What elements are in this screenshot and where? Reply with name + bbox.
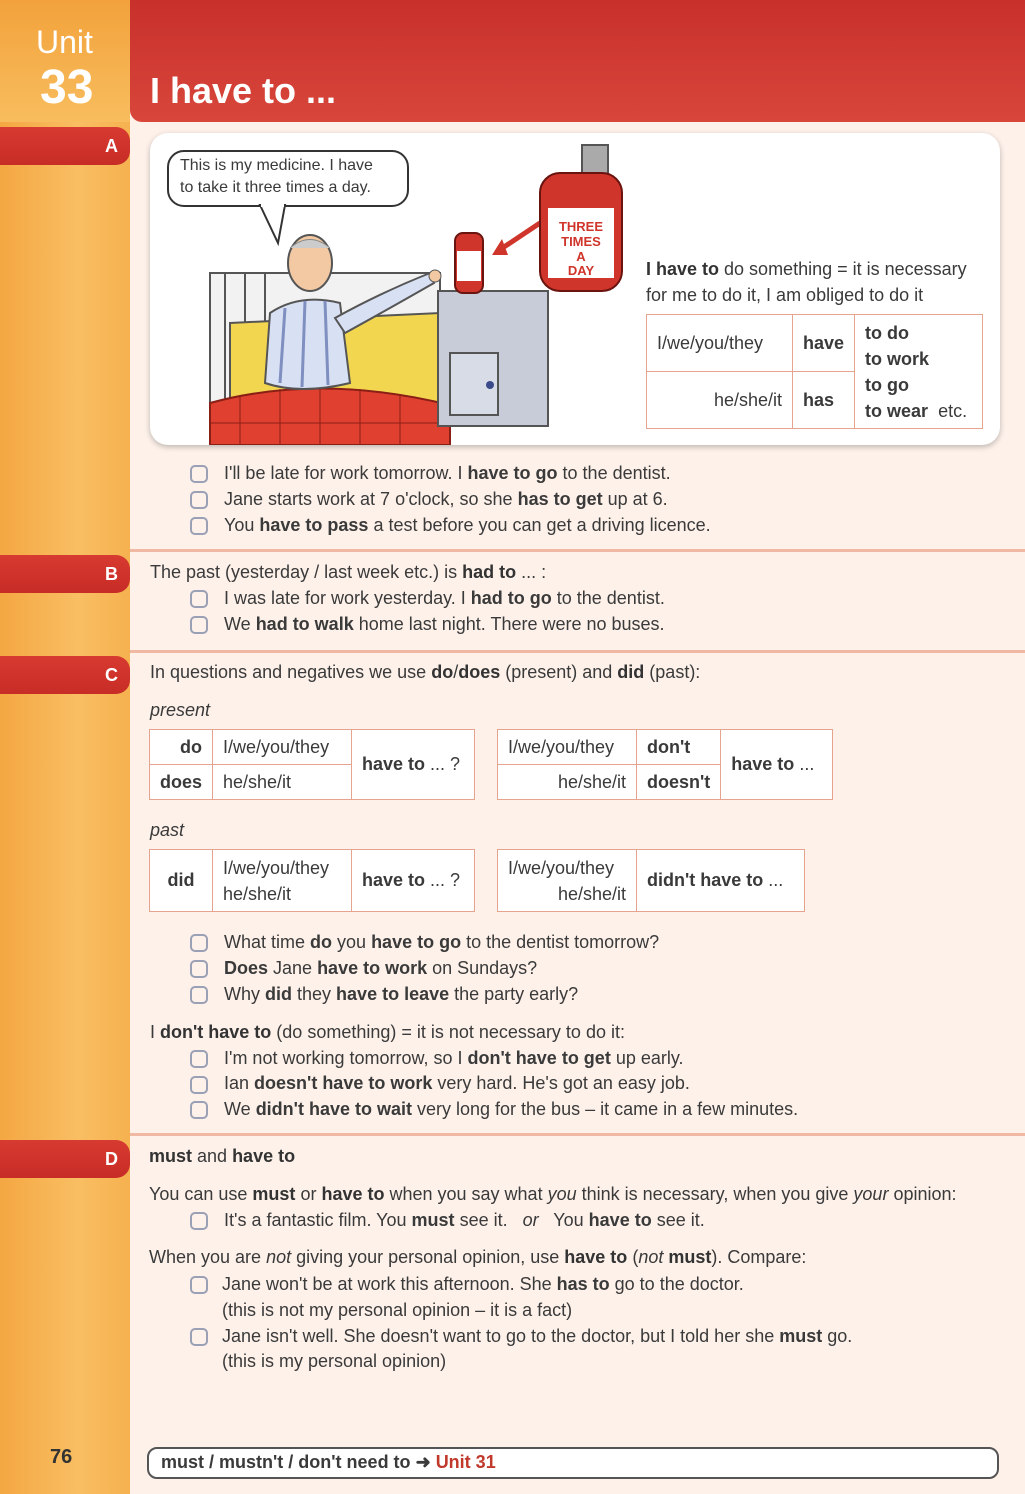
cross-reference-box[interactable] [147, 1447, 999, 1479]
section-divider [130, 549, 1025, 552]
definition-line-2: for me to do it, I am obliged to do it [646, 285, 924, 305]
section-b-intro: The past (yesterday / last week etc.) is had to ... : [150, 562, 547, 582]
section-d-para-2: When you are not giving your personal opinion, use have to (not must). Compare: [149, 1247, 807, 1267]
example-c4: I'm not working tomorrow, so I don't have to get up early. [224, 1048, 684, 1068]
unit-box [0, 0, 130, 122]
section-divider [130, 650, 1025, 653]
example-d1: It's a fantastic film. You must see it. or You have to see it. [224, 1210, 705, 1230]
bullet-icon [190, 1328, 208, 1346]
cell-doesnt: doesn't [637, 765, 721, 800]
cell-have-to-n: have to ... [721, 730, 833, 800]
bullet-icon [190, 1101, 208, 1119]
example-c3: Why did they have to leave the party early? [224, 984, 579, 1004]
infinitive-cell: to do to work to go to wear etc. [855, 315, 983, 429]
cell-have-to-q: have to ... ? [352, 850, 475, 912]
cell-subj-singular: he/she/it [498, 765, 637, 800]
bullet-icon [190, 616, 208, 634]
cell-does: does [150, 765, 213, 800]
bullet-icon [190, 1050, 208, 1068]
section-c-intro: In questions and negatives we use do/does (present) and did (past): [150, 662, 701, 682]
bottle-label-2: TIMES [561, 234, 601, 249]
bottle-label-1: THREE [558, 219, 604, 234]
past-question-table [149, 849, 475, 912]
verb-has: has [793, 372, 855, 429]
have-to-table [646, 314, 983, 429]
definition-line-1: I have to do something = it is necessary [646, 259, 967, 279]
cell-dont: don't [637, 730, 721, 765]
present-negative-table [497, 729, 833, 800]
example-c5: Ian doesn't have to work very hard. He's got an easy job. [224, 1073, 690, 1093]
bottle-label-4: DAY [567, 263, 595, 278]
bottle-label-3: A [576, 249, 586, 264]
cell-subj-plural: I/we/you/they [213, 730, 352, 765]
cell-didnt-have-to: didn't have to ... [637, 850, 805, 912]
page-title: I have to ... [150, 70, 337, 111]
section-tab-a: A [0, 127, 130, 165]
example-a1: I'll be late for work tomorrow. I have to go to the dentist. [224, 463, 671, 483]
section-tab-d: D [0, 1140, 130, 1178]
speech-line-2: to take it three times a day. [180, 179, 371, 196]
cell-subjects: I/we/you/they he/she/it [498, 850, 637, 912]
past-negative-table [497, 849, 805, 912]
bullet-icon [190, 986, 208, 1004]
dont-have-to-intro: I don't have to (do something) = it is not necessary to do it: [150, 1022, 625, 1042]
example-a2: Jane starts work at 7 o'clock, so she has to get up at 6. [224, 489, 668, 509]
verb-have: have [793, 315, 855, 372]
present-label: present [150, 700, 211, 720]
page-number: 76 [50, 1446, 73, 1468]
present-question-table [149, 729, 475, 800]
cell-did: did [150, 850, 213, 912]
bullet-icon [190, 960, 208, 978]
past-label: past [150, 820, 185, 840]
left-sidebar [0, 0, 130, 1494]
speech-line-1: This is my medicine. I have [180, 157, 373, 174]
section-d-para-1: You can use must or have to when you say what you think is necessary, when you give your opinion: [149, 1184, 957, 1204]
bullet-icon [190, 1212, 208, 1230]
cell-have-to-q: have to ... ? [352, 730, 475, 800]
bullet-icon [190, 934, 208, 952]
example-c1: What time do you have to go to the dentist tomorrow? [224, 932, 660, 952]
bullet-icon [190, 1076, 208, 1094]
example-d3: Jane isn't well. She doesn't want to go to the doctor, but I told her she must go. [222, 1326, 853, 1346]
unit-word: Unit [36, 24, 93, 60]
cell-do: do [150, 730, 213, 765]
section-divider [130, 1133, 1025, 1136]
example-c2: Does Jane have to work on Sundays? [224, 958, 538, 978]
example-c6: We didn't have to wait very long for the bus – it came in a few minutes. [224, 1099, 799, 1119]
bullet-icon [190, 590, 208, 608]
example-b2: We had to walk home last night. There were no buses. [224, 614, 665, 634]
section-d-heading: must and have to [149, 1146, 296, 1166]
example-b1: I was late for work yesterday. I had to go to the dentist. [224, 588, 665, 608]
arrow-icon: ➜ [415, 1452, 431, 1472]
section-tab-b: B [0, 555, 130, 593]
cell-subj-plural: I/we/you/they [498, 730, 637, 765]
unit-number: 33 [40, 61, 94, 114]
example-d2: Jane won't be at work this afternoon. She has to go to the doctor. [222, 1274, 744, 1294]
unit-link[interactable]: Unit 31 [435, 1452, 496, 1472]
example-a3: You have to pass a test before you can get a driving licence. [224, 515, 711, 535]
cross-reference-text: must / mustn't / don't need to ➜ Unit 31 [161, 1452, 496, 1472]
subject-singular: he/she/it [647, 372, 793, 429]
bullet-icon [190, 491, 208, 509]
example-d2-note: (this is not my personal opinion – it is a fact) [222, 1300, 573, 1320]
cell-subjects: I/we/you/they he/she/it [213, 850, 352, 912]
bullet-icon [190, 517, 208, 535]
section-tab-c: C [0, 656, 130, 694]
bullet-icon [190, 1276, 208, 1294]
bullet-icon [190, 465, 208, 483]
example-d3-note: (this is my personal opinion) [222, 1351, 447, 1371]
subject-plural: I/we/you/they [647, 315, 793, 372]
cell-subj-singular: he/she/it [213, 765, 352, 800]
